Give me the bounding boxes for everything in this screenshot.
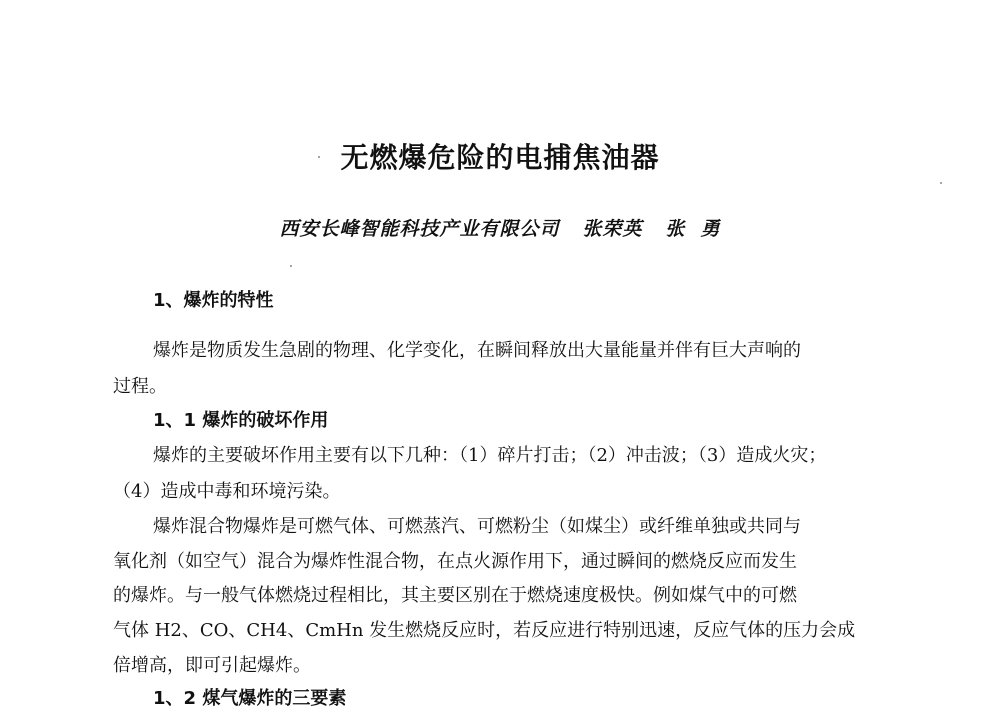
section-heading: 1、爆炸的特性 — [153, 290, 274, 311]
paragraph-line: 爆炸混合物爆炸是可燃气体、可燃蒸汽、可燃粉尘（如煤尘）或纤维单独或共同与 — [153, 516, 801, 537]
scan-speck — [940, 182, 942, 184]
paragraph-line: 气体 H2、CO、CH4、CmHn 发生燃烧反应时，若反应进行特别迅速，反应气体的压力会成 — [113, 620, 856, 641]
paragraph-line: 爆炸是物质发生急剧的物理、化学变化，在瞬间释放出大量能量并伴有巨大声响的 — [153, 340, 801, 361]
scan-speck — [290, 265, 292, 267]
document-authors: 西安长峰智能科技产业有限公司 张荣英 张 勇 — [279, 218, 721, 240]
paragraph-line: 爆炸的主要破坏作用主要有以下几种：（1）碎片打击；（2）冲击波；（3）造成火灾； — [153, 445, 827, 466]
paragraph-line: （4）造成中毒和环境污染。 — [113, 481, 341, 502]
paragraph-line: 过程。 — [113, 376, 167, 397]
document-title: 无燃爆危险的电捕焦油器 — [340, 141, 660, 174]
subsection-heading: 1、1 爆炸的破坏作用 — [153, 410, 329, 431]
subsection-heading: 1、2 煤气爆炸的三要素 — [153, 688, 347, 709]
paragraph-line: 的爆炸。与一般气体燃烧过程相比，其主要区别在于燃烧速度极快。例如煤气中的可燃 — [113, 585, 797, 606]
paragraph-line: 氧化剂（如空气）混合为爆炸性混合物，在点火源作用下，通过瞬间的燃烧反应而发生 — [113, 551, 797, 572]
paragraph-line: 倍增高，即可引起爆炸。 — [113, 655, 311, 676]
